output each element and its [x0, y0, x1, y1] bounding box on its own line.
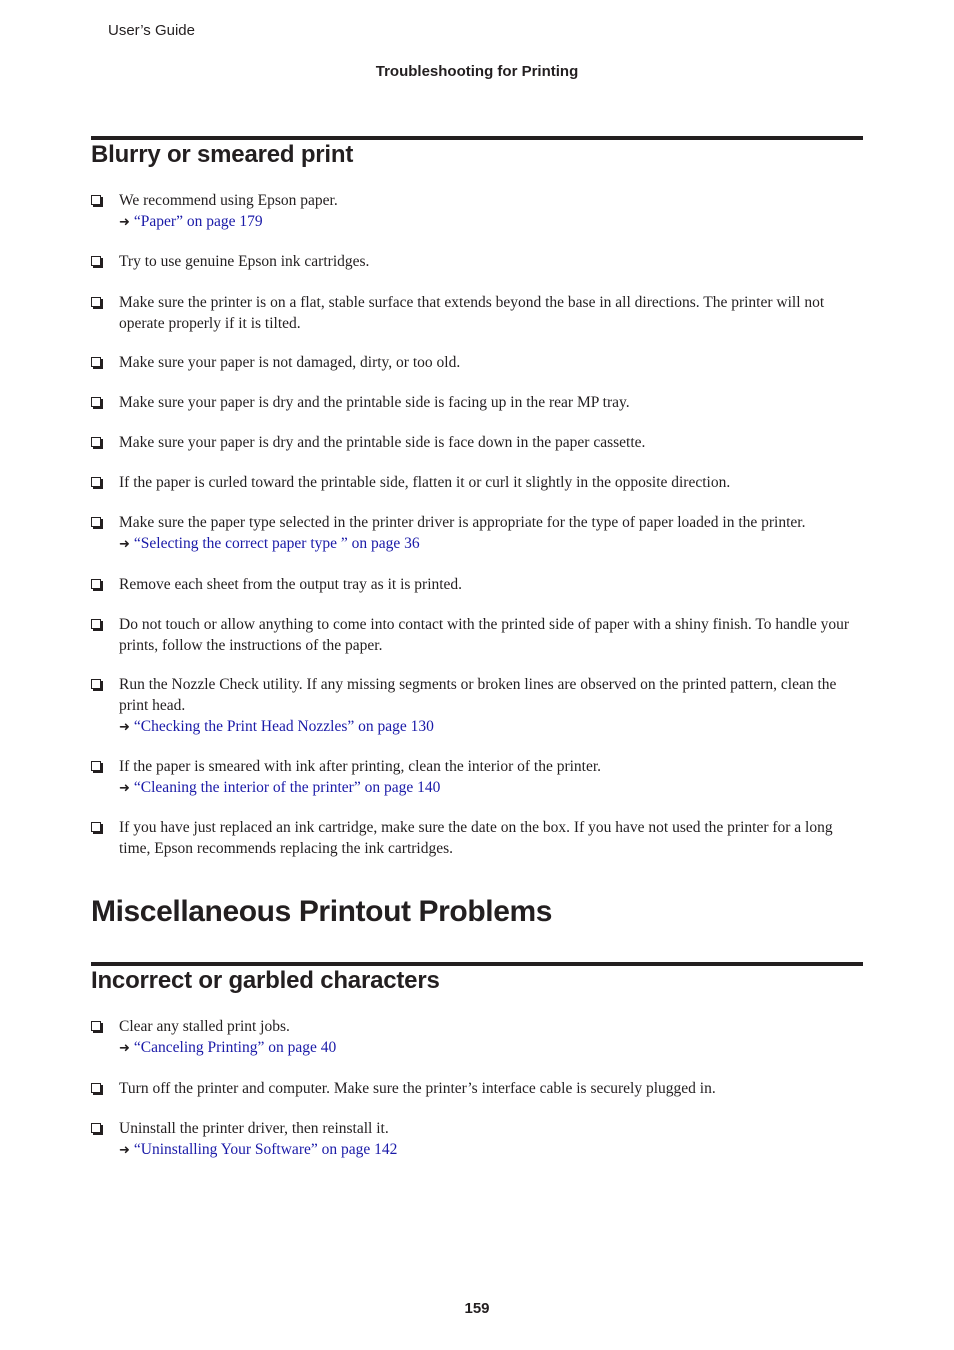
cross-reference — [119, 777, 863, 799]
reference-link[interactable]: “Paper” on page 179 — [133, 213, 263, 230]
item-text: Make sure the paper type selected in the printer driver is appropriate for the type of paper loaded in the printer. — [119, 514, 806, 531]
checkbox-bullet-icon — [91, 1083, 101, 1093]
checkbox-bullet-icon — [91, 195, 101, 205]
list-item — [91, 512, 863, 555]
checkbox-bullet-icon — [91, 579, 101, 589]
item-text: Remove each sheet from the output tray as it is printed. — [119, 576, 463, 593]
cross-reference — [119, 716, 863, 738]
item-text: Uninstall the printer driver, then reinstall it. — [119, 1120, 389, 1137]
item-text: Turn off the printer and computer. Make sure the printer’s interface cable is securely plugged in. — [119, 1080, 716, 1097]
list-item — [91, 392, 863, 413]
list-item — [91, 817, 863, 859]
chapter-heading: Miscellaneous Printout Problems — [91, 895, 553, 928]
checkbox-bullet-icon — [91, 822, 101, 832]
list-item — [91, 251, 863, 272]
list-item — [91, 472, 863, 493]
item-text: Clear any stalled print jobs. — [119, 1018, 290, 1035]
list-item — [91, 190, 863, 233]
checkbox-bullet-icon — [91, 437, 101, 447]
item-text: Run the Nozzle Check utility. If any missing segments or broken lines are observed on the printed pattern, clean the print head. — [119, 676, 837, 714]
arrow-right-icon: ➜ — [119, 720, 130, 735]
checkbox-bullet-icon — [91, 517, 101, 527]
section-rule — [91, 136, 863, 140]
arrow-right-icon: ➜ — [119, 781, 130, 796]
item-text: Make sure the printer is on a flat, stable surface that extends beyond the base in all directions. The printer will not operate properly if it is tilted. — [119, 294, 825, 332]
reference-link[interactable]: “Uninstalling Your Software” on page 142 — [133, 1141, 398, 1158]
checkbox-bullet-icon — [91, 761, 101, 771]
list-item — [91, 574, 863, 595]
item-text: If the paper is smeared with ink after printing, clean the interior of the printer. — [119, 758, 602, 775]
list-item — [91, 1118, 863, 1161]
reference-link[interactable]: “Selecting the correct paper type ” on page 36 — [133, 535, 420, 552]
checkbox-bullet-icon — [91, 256, 101, 266]
checkbox-bullet-icon — [91, 357, 101, 367]
item-text: Make sure your paper is dry and the printable side is face down in the paper cassette. — [119, 434, 646, 451]
section-heading-blurry: Blurry or smeared print — [91, 141, 354, 168]
item-text: Make sure your paper is dry and the printable side is facing up in the rear MP tray. — [119, 394, 630, 411]
section-rule — [91, 962, 863, 966]
arrow-right-icon: ➜ — [119, 1041, 130, 1056]
item-text: Make sure your paper is not damaged, dirty, or too old. — [119, 354, 461, 371]
list-item — [91, 756, 863, 799]
list-item — [91, 1078, 863, 1099]
list-item — [91, 674, 863, 738]
arrow-right-icon: ➜ — [119, 1143, 130, 1158]
checkbox-bullet-icon — [91, 1123, 101, 1133]
item-text: If the paper is curled toward the printable side, flatten it or curl it slightly in the opposite direction. — [119, 474, 731, 491]
list-item — [91, 292, 863, 334]
cross-reference — [119, 1139, 863, 1161]
arrow-right-icon: ➜ — [119, 215, 130, 230]
item-text: We recommend using Epson paper. — [119, 192, 338, 209]
item-text: Try to use genuine Epson ink cartridges. — [119, 253, 370, 270]
cross-reference — [119, 1037, 863, 1059]
section-heading-garbled: Incorrect or garbled characters — [91, 967, 440, 994]
item-text: If you have just replaced an ink cartridge, make sure the date on the box. If you have not used the printer for a long time, Epson recommends replacing the ink cartridges. — [119, 819, 833, 857]
checkbox-bullet-icon — [91, 1021, 101, 1031]
guide-title: User’s Guide — [108, 22, 195, 39]
cross-reference — [119, 533, 863, 555]
list-item — [91, 432, 863, 453]
cross-reference — [119, 211, 863, 233]
arrow-right-icon: ➜ — [119, 537, 130, 552]
section-header: Troubleshooting for Printing — [375, 63, 579, 80]
checkbox-bullet-icon — [91, 679, 101, 689]
checkbox-bullet-icon — [91, 297, 101, 307]
reference-link[interactable]: “Cleaning the interior of the printer” on page 140 — [133, 779, 441, 796]
checkbox-bullet-icon — [91, 619, 101, 629]
item-text: Do not touch or allow anything to come into contact with the printed side of paper with a shiny finish. To handle your prints, follow the instructions of the paper. — [119, 616, 849, 654]
list-item — [91, 1016, 863, 1059]
reference-link[interactable]: “Canceling Printing” on page 40 — [133, 1039, 337, 1056]
list-item — [91, 614, 863, 656]
checkbox-bullet-icon — [91, 397, 101, 407]
checkbox-bullet-icon — [91, 477, 101, 487]
page-number: 159 — [464, 1300, 490, 1317]
reference-link[interactable]: “Checking the Print Head Nozzles” on page 130 — [133, 718, 434, 735]
list-item — [91, 352, 863, 373]
